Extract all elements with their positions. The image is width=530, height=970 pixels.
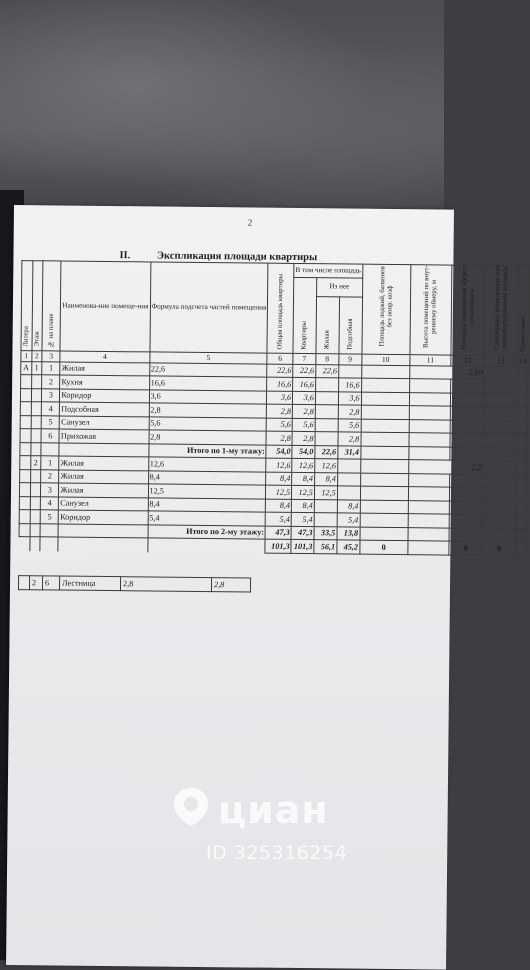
total-cell-aux: 13,8 bbox=[337, 526, 360, 540]
cell-living bbox=[314, 513, 337, 527]
cell-formula: 8,4 bbox=[148, 497, 266, 512]
cell-apt: 12,5 bbox=[292, 485, 315, 499]
cell-formula: 22,6 bbox=[149, 362, 267, 377]
header-etazh: Этаж bbox=[32, 261, 44, 351]
cell-name: Жилая bbox=[59, 469, 148, 483]
cell-loggia bbox=[361, 365, 410, 379]
cell-living bbox=[315, 378, 338, 392]
cell-formula: 12,6 bbox=[148, 457, 266, 472]
cell-height: 2,5 bbox=[409, 460, 483, 474]
stairs-etazh: 2 bbox=[29, 576, 42, 590]
cell-empty bbox=[517, 366, 528, 380]
header-iz-nee: Из нее bbox=[316, 277, 362, 296]
cell-total: 8,4 bbox=[266, 499, 292, 513]
total-cell-total: 47,3 bbox=[265, 526, 291, 540]
cell-num: 4 bbox=[40, 496, 58, 510]
cell-aux: 2,8 bbox=[338, 432, 361, 446]
cell-apt: 8,4 bbox=[292, 472, 315, 486]
cell-living bbox=[315, 405, 338, 419]
stairs-total: 2,8 bbox=[211, 578, 250, 592]
header-v-tom-chisle: В том числе площадь bbox=[294, 263, 362, 277]
header-obshego-polz: Площадь помещений общего пользования bbox=[451, 265, 485, 355]
cell-formula: 5,6 bbox=[149, 416, 267, 431]
header-zhilaya: Жилая bbox=[316, 296, 339, 353]
stairs-formula: 2,8 bbox=[120, 577, 211, 592]
cell-apt: 3,6 bbox=[293, 391, 316, 405]
cell-living: 12,5 bbox=[314, 486, 337, 500]
column-number: 7 bbox=[293, 353, 316, 364]
total-label: Итого по 2-му этажу: bbox=[148, 524, 266, 539]
cell-total: 12,6 bbox=[266, 458, 292, 472]
column-number: 2 bbox=[31, 350, 42, 361]
header-formula: Формула подсчета частей помещения bbox=[149, 262, 268, 353]
total-cell-aux: 31,4 bbox=[338, 445, 361, 459]
column-number: 9 bbox=[339, 353, 362, 364]
cell-name: Коридор bbox=[59, 510, 148, 524]
cell-apt: 16,6 bbox=[293, 377, 316, 391]
cell-num: 1 bbox=[42, 361, 60, 375]
total-cell-apt: 47,3 bbox=[291, 526, 314, 540]
total-cell-total: 54,0 bbox=[266, 445, 292, 459]
stairs-num: 6 bbox=[42, 576, 59, 590]
cell-num: 6 bbox=[41, 429, 59, 443]
cell-num: 3 bbox=[42, 388, 60, 402]
cell-name: Жилая bbox=[60, 361, 149, 375]
header-primechanie: Примечание bbox=[518, 266, 530, 356]
cell-apt: 22,6 bbox=[293, 364, 316, 378]
cell-num: 4 bbox=[41, 402, 59, 416]
listing-id: ID 325316254 bbox=[206, 842, 348, 864]
cell-name: Коридор bbox=[60, 388, 149, 402]
cell-formula: 12,5 bbox=[148, 484, 266, 499]
header-naimenovanie: Наименова-ние помеще-ния bbox=[60, 261, 150, 351]
cell-formula: 2,8 bbox=[149, 403, 267, 418]
cell-empty bbox=[484, 366, 518, 380]
cell-name: Жилая bbox=[59, 456, 148, 470]
table-row bbox=[18, 576, 250, 592]
cell-aux bbox=[337, 486, 360, 500]
cell-living: 8,4 bbox=[314, 472, 337, 486]
cell-aux bbox=[338, 364, 361, 378]
total-cell-apt: 54,0 bbox=[292, 445, 315, 459]
cell-num: 2 bbox=[42, 375, 60, 389]
cell-aux bbox=[337, 459, 360, 473]
header-podsobnaya: Подсобная bbox=[339, 296, 362, 353]
cell-living bbox=[315, 432, 338, 446]
cell-total: 22,6 bbox=[267, 364, 293, 378]
background-surface bbox=[0, 0, 444, 215]
total-label: Итого по 1-му этажу: bbox=[148, 443, 266, 458]
cell-etazh: 2 bbox=[30, 456, 41, 470]
cell-name: Жилая bbox=[59, 483, 148, 497]
section-heading: Экспликация площади квартиры bbox=[156, 250, 318, 264]
grand-total-cell-common: 0 bbox=[449, 541, 483, 555]
section-roman: II. bbox=[119, 250, 131, 262]
column-number: 11 bbox=[410, 354, 451, 365]
cell-name: Кухня bbox=[60, 375, 149, 389]
cell-aux bbox=[337, 472, 360, 486]
header-litera: Литера bbox=[21, 261, 33, 351]
grand-total-cell-living: 56,1 bbox=[314, 540, 337, 554]
cell-total: 3,6 bbox=[267, 391, 293, 405]
cell-num: 5 bbox=[41, 415, 59, 429]
cell-formula: 3,6 bbox=[149, 389, 267, 404]
cian-brand-text: циан bbox=[218, 788, 329, 832]
cell-aux: 16,6 bbox=[338, 378, 361, 392]
cell-height: 2,69 bbox=[410, 365, 484, 379]
cell-apt: 8,4 bbox=[291, 499, 314, 513]
column-number: 6 bbox=[267, 353, 293, 364]
header-vysota: Высота помещений по внут-реннему обмеру, м bbox=[410, 265, 452, 355]
cell-total: 2,8 bbox=[266, 431, 292, 445]
cell-total: 2,8 bbox=[267, 404, 293, 418]
grand-total-cell-loggia: 0 bbox=[359, 540, 408, 554]
cell-num: 2 bbox=[41, 469, 59, 483]
column-number: 1 bbox=[21, 350, 32, 361]
header-obshaya: Общая площадь квартиры bbox=[267, 263, 294, 353]
cell-apt: 12,6 bbox=[292, 458, 315, 472]
column-number: 5 bbox=[149, 351, 267, 363]
cell-total: 12,5 bbox=[266, 485, 292, 499]
cell-aux: 8,4 bbox=[337, 499, 360, 513]
page-number: 2 bbox=[247, 217, 253, 228]
cell-living: 22,6 bbox=[316, 364, 339, 378]
explication-table bbox=[18, 260, 529, 556]
cell-num: 1 bbox=[41, 456, 59, 470]
cell-aux: 2,8 bbox=[338, 405, 361, 419]
cell-living: 12,6 bbox=[315, 459, 338, 473]
cell-total: 5,6 bbox=[267, 418, 293, 432]
cell-formula: 2,8 bbox=[149, 430, 267, 445]
cell-total: 16,6 bbox=[267, 377, 293, 391]
cell-aux: 3,6 bbox=[338, 391, 361, 405]
column-number: 10 bbox=[361, 354, 410, 366]
cell-num: 5 bbox=[40, 510, 58, 524]
grand-total-cell-total: 101,3 bbox=[265, 539, 291, 553]
grand-total-cell-self-built: 0 bbox=[482, 541, 516, 555]
cell-apt: 5,4 bbox=[291, 512, 314, 526]
total-cell-living: 22,6 bbox=[315, 445, 338, 459]
cell-living bbox=[315, 391, 338, 405]
cell-living bbox=[314, 499, 337, 513]
stairs-name: Лестница bbox=[59, 576, 120, 591]
cian-logo-icon bbox=[168, 784, 214, 830]
total-cell-living: 33,5 bbox=[314, 526, 337, 540]
column-number: 8 bbox=[316, 353, 339, 364]
cell-total: 5,4 bbox=[266, 512, 292, 526]
cell-name: Подсобная bbox=[60, 402, 149, 416]
column-number: 3 bbox=[42, 350, 60, 361]
column-number: 12 bbox=[451, 355, 484, 366]
cell-name: Санузел bbox=[60, 415, 149, 429]
cell-apt: 2,8 bbox=[292, 404, 315, 418]
cell-living bbox=[315, 418, 338, 432]
header-loggii: Площадь лоджий, балконов без понр. коэф bbox=[361, 264, 410, 354]
grand-total-cell-apt: 101,3 bbox=[291, 539, 314, 553]
cell-name: Прихожая bbox=[59, 429, 148, 443]
cell-num: 3 bbox=[41, 483, 59, 497]
column-number: 14 bbox=[519, 356, 527, 366]
cell-apt: 2,8 bbox=[292, 431, 315, 445]
cell-aux: 5,6 bbox=[338, 418, 361, 432]
cian-watermark bbox=[168, 778, 408, 878]
column-number: 4 bbox=[60, 350, 149, 362]
stairs-row-table bbox=[18, 575, 251, 592]
cell-formula: 5,4 bbox=[148, 511, 266, 526]
cell-name: Санузел bbox=[59, 496, 148, 510]
cell-apt: 5,6 bbox=[292, 418, 315, 432]
cell-formula: 8,4 bbox=[148, 470, 266, 485]
header-samovolno: Самовольно возведенная или переоборудованная площадь bbox=[484, 265, 518, 355]
cell-aux: 5,4 bbox=[337, 513, 360, 527]
column-number: 13 bbox=[484, 355, 517, 366]
grand-total-cell-aux: 45,2 bbox=[337, 540, 360, 554]
cell-total: 8,4 bbox=[266, 472, 292, 486]
header-num-na-plane: № на плане bbox=[42, 261, 61, 351]
cell-litera: А bbox=[21, 361, 32, 375]
header-kvartiry: Квартиры bbox=[293, 277, 317, 353]
cell-etazh: 1 bbox=[31, 361, 42, 375]
cell-formula: 16,6 bbox=[149, 376, 267, 391]
